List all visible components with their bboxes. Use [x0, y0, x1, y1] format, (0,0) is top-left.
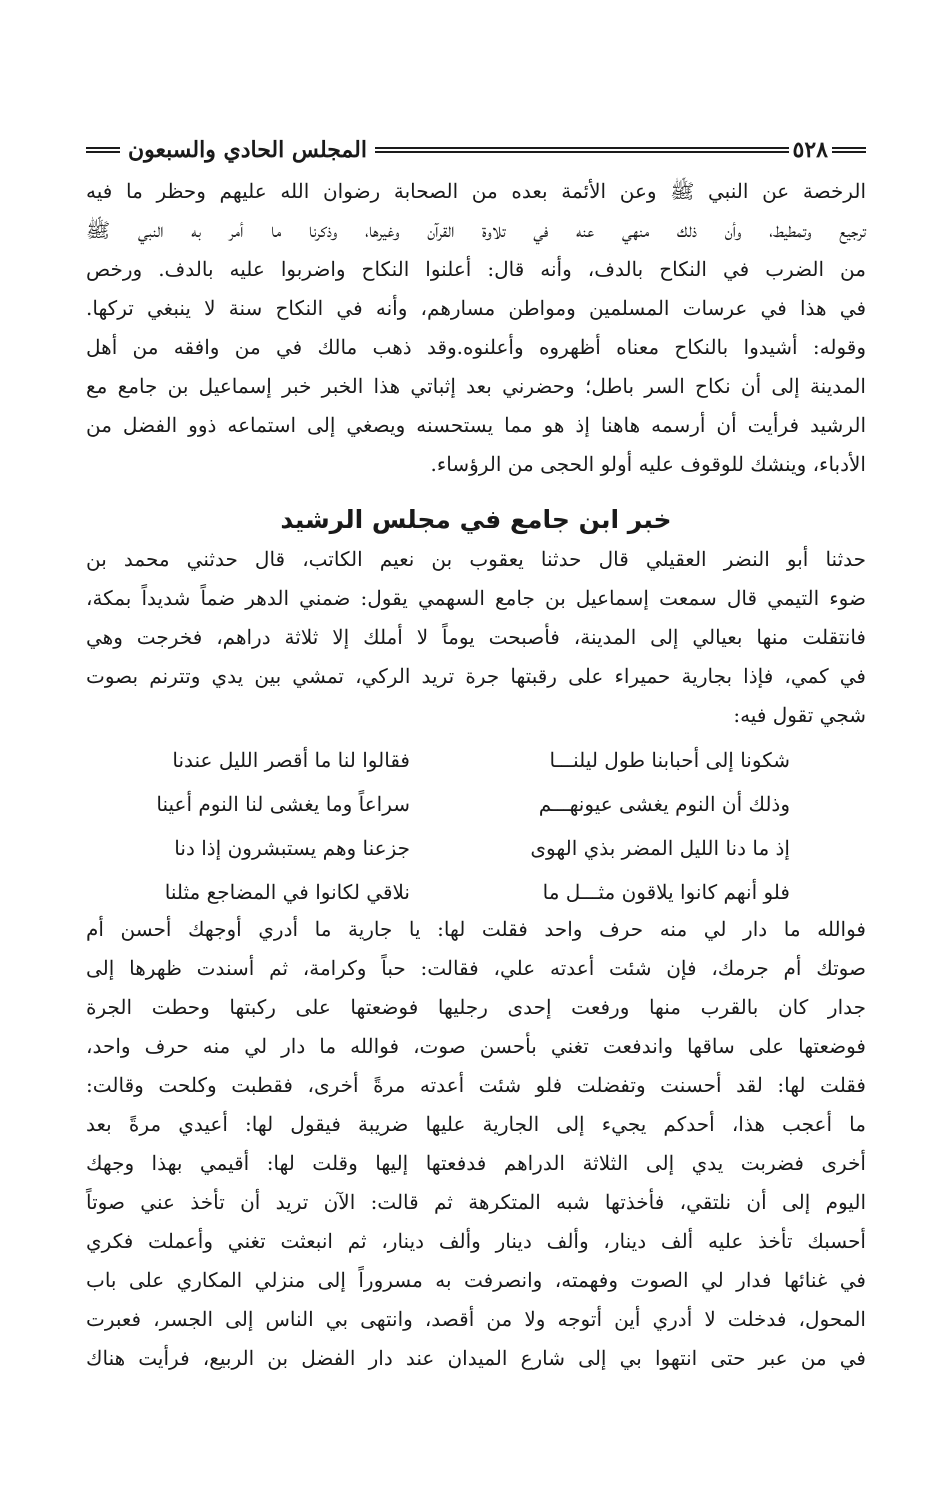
text-line: فوضعتها على ساقها واندفعت تغني بأحسن صوت، فوالله ما دار لي منه حرف واحد، — [86, 1034, 866, 1058]
text-line: حدثنا أبو النضر العقيلي قال حدثنا يعقوب بن نعيم الكاتب، قال حدثني محمد بن — [86, 547, 866, 571]
text-line: ترجيع وتمطيط، وأن ذلك منهي عنه في تلاوة القرآن وغيرها، وذكرنا ما أمر به النبي ﷺ — [86, 218, 866, 242]
text-line: المحول، فدخلت لا أدري أين أتوجه ولا من أقصد، وانتهى بي الناس إلى الجسر، فعبرت — [86, 1307, 866, 1331]
text-line: وقوله: أشيدوا بالنكاح معناه أظهروه وأعلنوه.وقد ذهب مالك في من وافقه من أهل — [86, 335, 866, 359]
header-rule-middle — [375, 147, 789, 153]
text-line: جدار كان بالقرب منها ورفعت إحدى رجليها فوضعتها على ركبتها وحطت الجرة — [86, 995, 866, 1019]
verse-first-hemistich: إذ ما دنا الليل المضر بذي الهوى — [530, 836, 790, 860]
text-line: أحسبك تأخذ عليه ألف دينار، وألف دينار وألف دينار، ثم انبعثت تغني وأعملت فكري — [86, 1229, 866, 1253]
verse-row — [150, 870, 790, 914]
verse-second-hemistich: سراعاً وما يغشى لنا النوم أعينا — [156, 792, 410, 816]
verse-row — [150, 738, 790, 782]
text-line: الأدباء، وينشك للوقوف عليه أولو الحجى من الرؤساء. — [430, 452, 866, 476]
verse-first-hemistich: وذلك أن النوم يغشى عيونهـــم — [538, 792, 790, 816]
text-line: اليوم إلى أن نلتقي، فأخذتها شبه المتكرهة ثم قالت: الآن تريد أن تأخذ عني صوتاً — [86, 1190, 866, 1214]
closing-paragraph — [86, 910, 866, 1378]
verse-first-hemistich: فلو أنهم كانوا يلاقون مثـــل ما — [542, 880, 790, 904]
text-line: فقلت لها: لقد أحسنت وتفضلت فلو شئت أعدته مرةً أخرى، فقطبت وكلحت وقالت: — [86, 1073, 866, 1097]
text-line: الرشيد فرأيت أن أرسمه هاهنا إذ هو مما يستحسنه ويصغي إلى استماعه ذوو الفضل من — [86, 413, 866, 437]
text-line: أخرى فضربت يدي إلى الثلاثة الدراهم فدفعتها إليها وقلت لها: أقيمي بهذا وجهك — [86, 1151, 866, 1175]
verse-row — [150, 826, 790, 870]
text-line: في كمي، فإذا بجارية حميراء على رقبتها جرة تريد الركي، تمشي بين يدي وتترنم بصوت — [86, 664, 866, 688]
intro-paragraph — [86, 172, 866, 484]
verse-row — [150, 782, 790, 826]
section-title: خبر ابن جامع في مجلس الرشيد — [280, 505, 672, 534]
text-line: المدينة إلى أن نكاح السر باطل؛ وحضرني بعد إثباتي هذا الخبر خبر إسماعيل بن جامع مع — [86, 374, 866, 398]
verse-second-hemistich: نلاقي لكانوا في المضاجع مثلنا — [164, 880, 410, 904]
header-rule-right — [832, 147, 866, 153]
chapter-title: المجلس الحادي والسبعون — [128, 137, 367, 163]
text-line: الرخصة عن النبي ﷺ وعن الأئمة بعده من الصحابة رضوان الله عليهم وحظر ما فيه — [86, 179, 866, 203]
header-rule-left — [86, 147, 120, 153]
verse-first-hemistich: شكونا إلى أحبابنا طول ليلنـــا — [549, 748, 790, 772]
text-line: فوالله ما دار لي منه حرف واحد فقلت لها: يا جارية ما أدري أوجهك أحسن أم — [86, 917, 866, 941]
verse-second-hemistich: جزعنا وهم يستبشرون إذا دنا — [174, 836, 410, 860]
page-number: ٥٢٨ — [792, 137, 828, 163]
text-line: ما أعجب هذا، أحدكم يجيء إلى الجارية عليها ضريبة فيقول لها: أعيدي مرةً بعد — [86, 1112, 866, 1136]
story-paragraph — [86, 540, 866, 735]
text-line: ضوء التيمي قال سمعت إسماعيل بن جامع السهمي يقول: ضمني الدهر ضماً شديداً بمكة، — [86, 586, 866, 610]
text-line: في من عبر حتى انتهوا بي إلى شارع الميدان عند دار الفضل بن الربيع، فرأيت هناك — [86, 1346, 866, 1370]
text-line: شجي تقول فيه: — [733, 703, 866, 727]
text-line: في غنائها فدار لي الصوت وفهمته، وانصرفت به مسروراً إلى منزلي المكاري على باب — [86, 1268, 866, 1292]
running-header — [86, 132, 866, 168]
text-line: في هذا في عرسات المسلمين ومواطن مسارهم، وأنه في النكاح سنة لا ينبغي تركها. — [86, 296, 867, 320]
text-line: فانتقلت منها بعيالي إلى المدينة، فأصبحت يوماً لا أملك إلا ثلاثة دراهم، فخرجت وهي — [86, 625, 866, 649]
text-line: من الضرب في النكاح بالدف، وأنه قال: أعلنوا النكاح واضربوا عليه بالدف. ورخص — [86, 257, 866, 281]
text-line: صوتك أم جرمك، فإن شئت أعدته علي، فقالت: حباً وكرامة، ثم أسندت ظهرها إلى — [86, 956, 866, 980]
poem-verses — [150, 738, 790, 914]
verse-second-hemistich: فقالوا لنا ما أقصر الليل عندنا — [172, 748, 410, 772]
